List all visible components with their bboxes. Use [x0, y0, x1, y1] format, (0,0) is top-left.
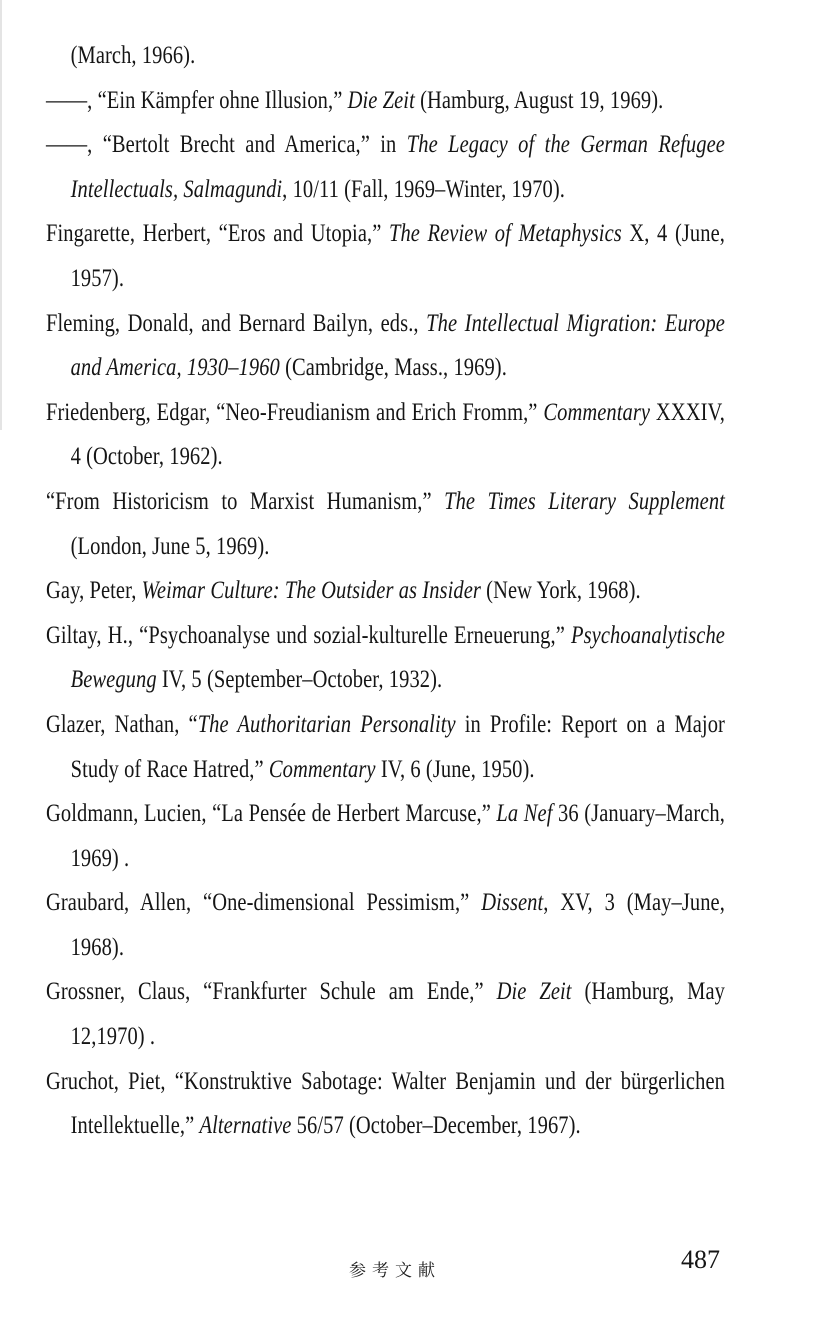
entry-text: Fleming, Donald, and Bernard Bailyn, eds.,: [46, 309, 427, 337]
entry-title-italic: The Intellectual Migration: Europe and America, 1930–1960: [70, 309, 725, 382]
entry-text: Giltay, H., “Psychoanalyse und sozial-kulturelle Erneuerung,”: [46, 621, 572, 649]
bibliography-entry: [46, 1060, 725, 1149]
entry-text: in Profile: Report on a Major Study of Race Hatred,”: [70, 710, 725, 783]
entry-text: 36 (January–March, 1969) .: [70, 800, 725, 872]
entry-text: Goldmann, Lucien, “La Pensée de Herbert Marcuse,”: [46, 800, 497, 828]
entry-text: (March, 1966).: [70, 42, 196, 69]
entry-text: ——, “Bertolt Brecht and America,” in: [46, 131, 407, 159]
entry-text: , XV, 3 (May–June, 1968).: [70, 889, 725, 961]
entry-text: (London, June 5, 1969).: [70, 532, 270, 560]
footer-section-title: 参考文献: [349, 1261, 441, 1281]
entry-title-italic: Psychoanalytische Bewegung: [70, 621, 725, 694]
entry-title-italic: Alternative: [199, 1112, 292, 1140]
entry-title-italic: Die Zeit: [347, 86, 415, 114]
bibliography-entry: [46, 970, 725, 1059]
bibliography-entry: [46, 212, 725, 301]
entry-text: XXXIV, 4 (October, 1962).: [70, 398, 725, 471]
bibliography-entry: [46, 123, 725, 212]
scan-edge-line: [0, 0, 2, 430]
bibliography-entry: [46, 34, 725, 79]
entry-text: Graubard, Allen, “One-dimensional Pessimism,”: [46, 889, 482, 917]
entry-text: Fingarette, Herbert, “Eros and Utopia,”: [46, 220, 389, 248]
entry-text: Gruchot, Piet, “Konstruktive Sabotage: Walter Benjamin und der bürgerlichen Intellektuelle,”: [46, 1067, 725, 1140]
entry-title-italic: The Times Literary Supplement: [444, 487, 725, 515]
entry-title-italic: The Legacy of the German Refugee Intellectuals, Salmagundi: [70, 131, 725, 203]
entry-title-italic: Commentary: [268, 755, 376, 783]
entry-text: (Hamburg, August 19, 1969).: [414, 86, 664, 114]
entry-text: Friedenberg, Edgar, “Neo-Freudianism and Erich Fromm,”: [46, 398, 544, 426]
bibliography-entry: [46, 792, 725, 881]
entry-text: 56/57 (October–December, 1967).: [291, 1112, 581, 1140]
bibliography-entry: [46, 480, 725, 569]
bibliography-entry: [46, 881, 725, 970]
entry-text: (Cambridge, Mass., 1969).: [279, 354, 507, 382]
entry-title-italic: Die Zeit: [496, 978, 572, 1006]
bibliography-entry: [46, 302, 725, 391]
bibliography-list: [46, 34, 725, 1149]
entry-title-italic: The Review of Metaphysics: [388, 220, 622, 248]
entry-text: IV, 5 (September–October, 1932).: [156, 666, 443, 694]
entry-text: Glazer, Nathan, “: [46, 710, 198, 738]
entry-text: Gay, Peter,: [46, 577, 142, 605]
entry-text: Grossner, Claus, “Frankfurter Schule am Ende,”: [46, 978, 497, 1006]
entry-title-italic: Commentary: [543, 398, 651, 426]
entry-text: X, 4 (June, 1957).: [70, 220, 725, 292]
entry-title-italic: Dissent: [481, 889, 544, 917]
bibliography-entry: [46, 614, 725, 703]
entry-text: (Hamburg, May 12,1970) .: [70, 978, 725, 1051]
entry-title-italic: Weimar Culture: The Outsider as Insider: [141, 577, 481, 605]
bibliography-entry: [46, 569, 725, 614]
bibliography-entry: [46, 391, 725, 480]
entry-title-italic: The Authoritarian Personality: [197, 710, 456, 738]
entry-text: ——, “Ein Kämpfer ohne Illusion,”: [46, 86, 348, 114]
bibliography-entry: [46, 703, 725, 792]
page-number: 487: [681, 1245, 720, 1274]
entry-text: IV, 6 (June, 1950).: [375, 755, 535, 783]
entry-title-italic: La Nef: [496, 800, 553, 828]
bibliography-entry: [46, 79, 725, 124]
entry-text: “From Historicism to Marxist Humanism,”: [46, 487, 445, 515]
entry-text: (New York, 1968).: [480, 577, 641, 605]
entry-text: , 10/11 (Fall, 1969–Winter, 1970).: [282, 175, 565, 203]
